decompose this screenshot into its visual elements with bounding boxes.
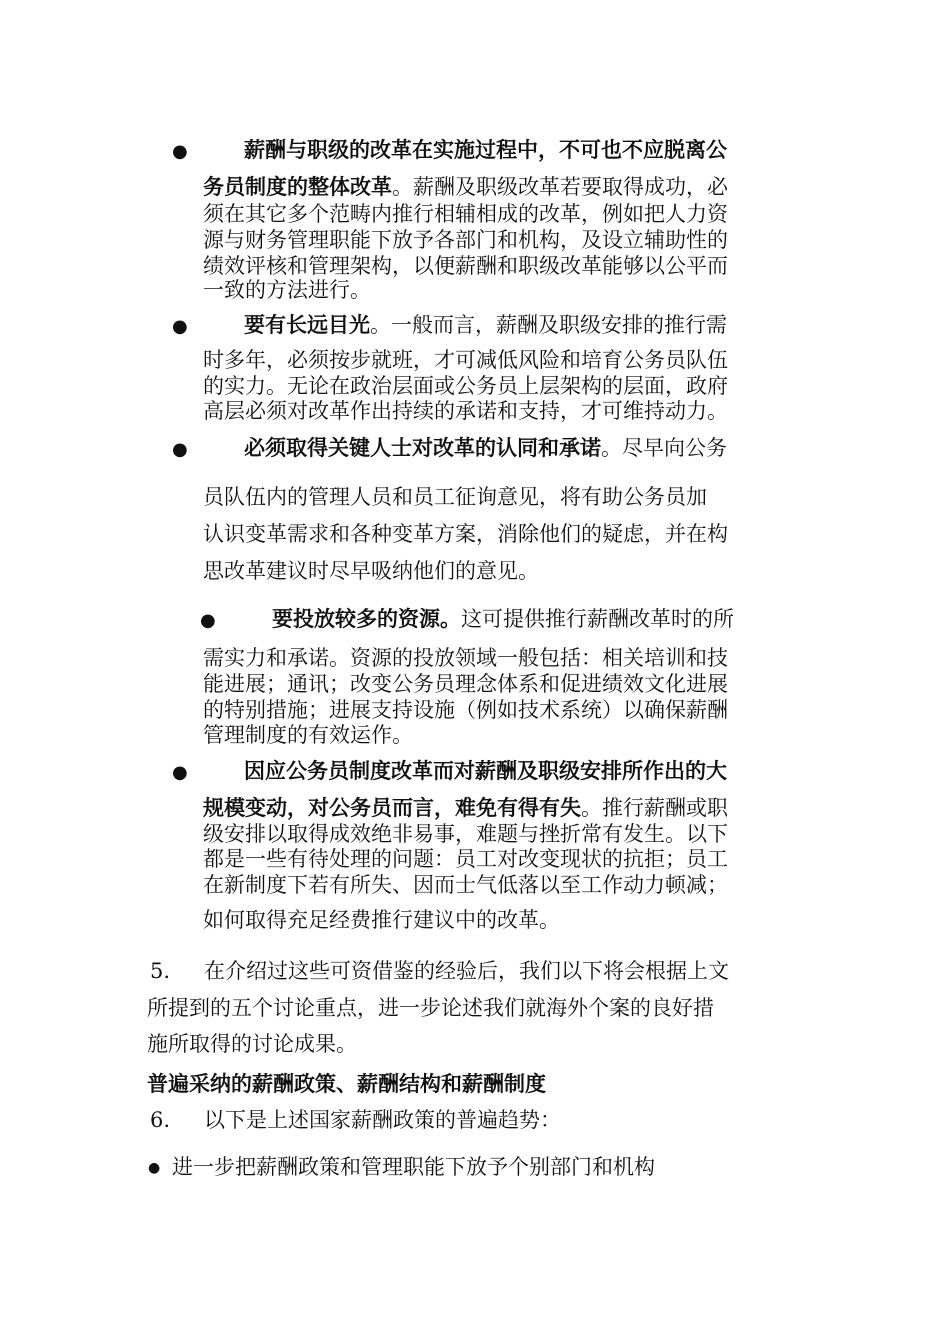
bullet-dot: ● [200,610,216,631]
bullet-dot: ● [172,762,188,783]
bullet-1-line-2 [203,176,728,198]
bullet-5-line-6: 如何取得充足经费推行建议中的改革。 [203,908,560,932]
bullet-1-bold-line: 薪酬与职级的改革在实施过程中，不可也不应脱离公 [244,137,727,162]
bullet-3-line-4: 思改革建议时尽早吸纳他们的意见。 [203,559,539,583]
bullet-4-line-1 [272,608,734,630]
bullet-5-line-4: 都是一些有待处理的问题：员工对改变现状的抗拒；员工 [203,847,728,871]
bullet-4-line-1-rest: 这可提供推行薪酬改革时的所 [461,607,734,631]
paragraph-6-line-1: 以下是上述国家薪酬政策的普遍趋势： [204,1108,561,1132]
bullet-1-line-3: 须在其它多个范畴内推行相辅相成的改革，例如把人力资 [203,202,728,226]
paragraph-5-line-3: 施所取得的讨论成果。 [147,1032,357,1056]
bullet-2-line-1-rest: 。一般而言，薪酬及职级安排的推行需 [370,313,727,337]
bullet-2-line-1 [244,314,727,336]
bullet-4-line-4: 的特别措施；进展支持设施（例如技术系统）以确保薪酬 [203,698,728,722]
bullet-1-line-6: 一致的方法进行。 [203,278,371,302]
bullet-5-line-5: 在新制度下若有所失、因而士气低落以至工作动力顿减； [203,873,728,897]
bullet-2-line-2: 时多年，必须按步就班，才可减低风险和培育公务员队伍 [203,348,728,372]
bullet-5-line-2-rest: 。推行薪酬或职 [581,796,728,820]
bullet-2-line-3: 的实力。无论在政治层面或公务员上层架构的层面，政府 [203,374,728,398]
paragraph-5-line-2: 所提到的五个讨论重点，进一步论述我们就海外个案的良好措 [147,996,714,1020]
bullet-1-line-4: 源与财务管理职能下放予各部门和机构，及设立辅助性的 [203,228,728,252]
bullet-4-bold: 要投放较多的资源。 [272,606,461,631]
bullet-5-bold-line: 因应公务员制度改革而对薪酬及职级安排所作出的大 [244,758,727,783]
section-heading: 普遍采纳的薪酬政策、薪酬结构和薪酬制度 [147,1071,546,1096]
bullet-3-bold: 必须取得关键人士对改革的认同和承诺 [244,435,601,460]
bullet-4-line-5: 管理制度的有效运作。 [203,723,413,747]
bullet-3-line-1 [244,437,727,459]
bullet-5-line-2 [203,797,728,819]
bullet-4-line-3: 能进展；通讯；改变公务员理念体系和促进绩效文化进展 [203,672,728,696]
paragraph-number: 6. [150,1108,171,1132]
bullet-2-bold: 要有长远目光 [244,312,370,337]
bullet-1-bold-cont: 务员制度的整体改革 [203,174,392,199]
bullet-3-line-3: 认识变革需求和各种变革方案，消除他们的疑虑，并在构 [203,522,728,546]
bullet-5-bold-cont: 规模变动，对公务员而言，难免有得有失 [203,795,581,820]
bullet-3-line-1-rest: 。尽早向公务 [601,436,727,460]
bullet-dot: ● [172,141,188,162]
paragraph-5-line-1: 在介绍过这些可资借鉴的经验后，我们以下将会根据上文 [204,959,729,983]
bullet-1-line-2-rest: 。薪酬及职级改革若要取得成功，必 [392,175,728,199]
bullet-2-line-4: 高层必须对改革作出持续的承诺和支持，才可维持动力。 [203,399,728,423]
bullet-dot: ● [172,316,188,337]
bullet-3-line-2: 员队伍内的管理人员和员工征询意见，将有助公务员加 [203,485,707,509]
bullet-1-line-5: 绩效评核和管理架构，以便薪酬和职级改革能够以公平而 [203,254,728,278]
bullet-dot: ● [172,439,188,460]
bullet-4-line-2: 需实力和承诺。资源的投放领域一般包括：相关培训和技 [203,646,728,670]
bullet-6-line-1: 进一步把薪酬政策和管理职能下放予个别部门和机构 [172,1155,655,1179]
paragraph-number: 5. [150,959,171,983]
bullet-5-line-3: 级安排以取得成效绝非易事，难题与挫折常有发生。以下 [203,822,728,846]
bullet-dot: ● [148,1160,161,1176]
